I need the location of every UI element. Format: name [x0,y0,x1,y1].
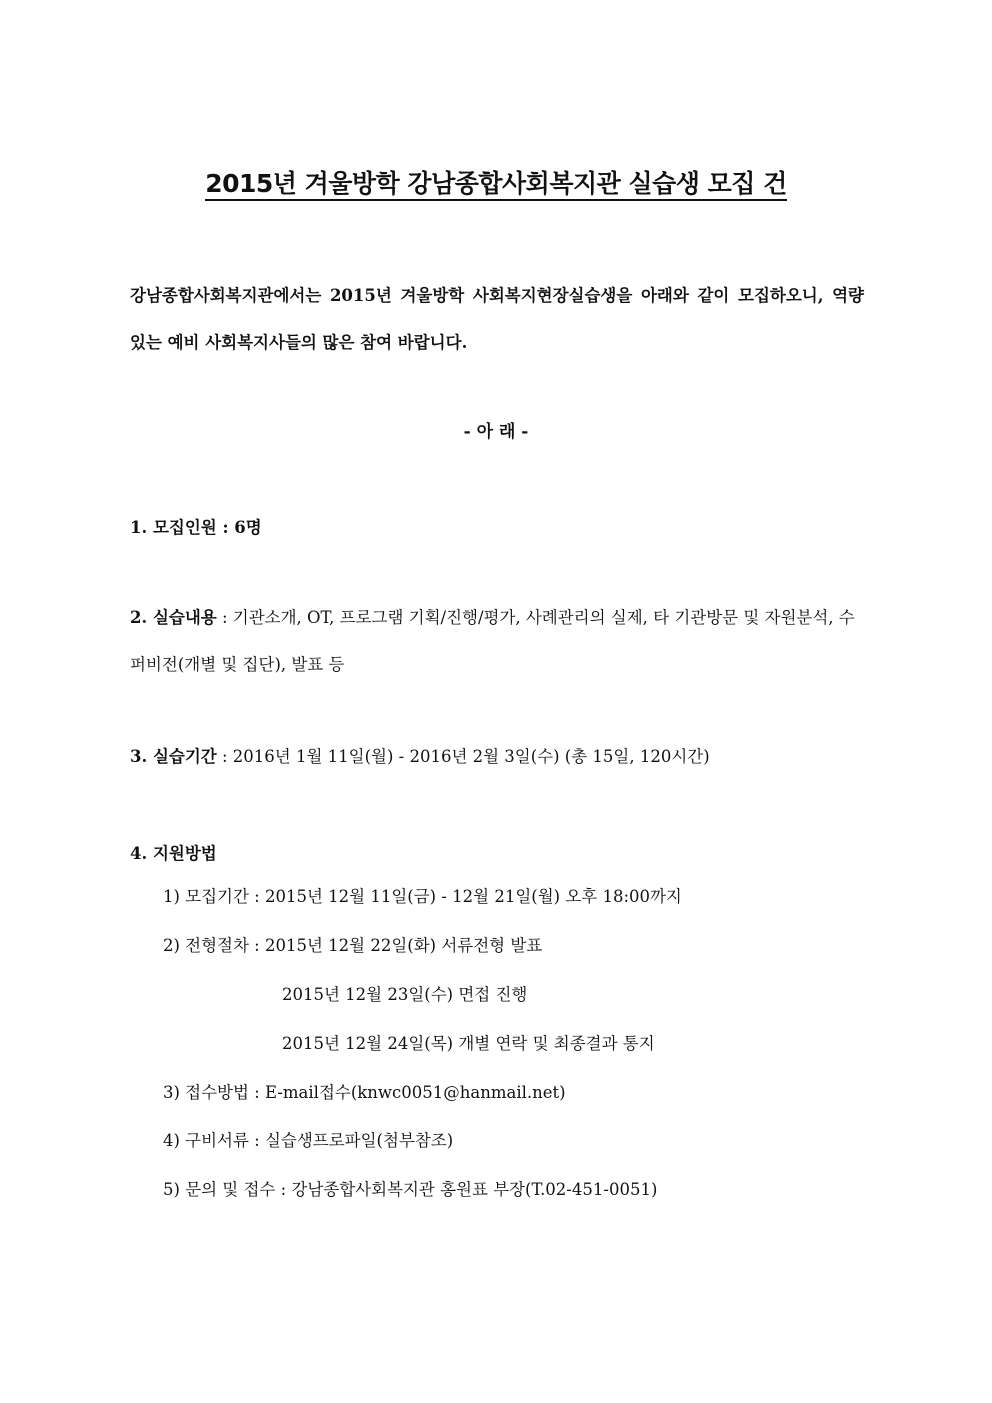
section-application-method [130,830,864,877]
section-body: : 2016년 1월 11일(월) - 2016년 2월 3일(수) (총 15일, 120시간) [216,747,710,766]
method-item-period: 1) 모집기간 : 2015년 12월 11일(금) - 12월 21일(월) 오후 18:00까지 [163,887,682,906]
method-item-procedure-line3: 2015년 12월 24일(목) 개별 연락 및 최종결과 통지 [282,1034,655,1053]
intro-paragraph: 강남종합사회복지관에서는 2015년 겨울방학 사회복지현장실습생을 아래와 같이 모집하오니, 역량 있는 예비 사회복지사들의 많은 참여 바랍니다. [130,286,864,352]
section-body: : 기관소개, OT, 프로그램 기획/진행/평가, 사례관리의 실제, 타 기관방문 및 자원분석, 수퍼비전(개별 및 집단), 발표 등 [130,608,855,674]
method-item-procedure-line2: 2015년 12월 23일(수) 면접 진행 [282,985,528,1004]
document-title-text: 2015년 겨울방학 강남종합사회복지관 실습생 모집 건 [205,169,787,201]
section-practice-period [130,733,864,780]
section-head: 1. 모집인원 : 6명 [130,518,262,537]
section-head: 4. 지원방법 [130,844,217,863]
method-item-documents: 4) 구비서류 : 실습생프로파일(첨부참조) [163,1131,454,1150]
method-item-submission: 3) 접수방법 : E-mail접수(knwc0051@hanmail.net) [163,1083,566,1102]
section-head: 2. 실습내용 [130,608,217,627]
notice-heading: - 아 래 - [463,422,529,442]
document-title [0,164,992,200]
section-practice-content [130,594,864,688]
method-item-procedure: 2) 전형절차 : 2015년 12월 22일(화) 서류전형 발표 [163,936,543,955]
method-item-contact: 5) 문의 및 접수 : 강남종합사회복지관 홍원표 부장(T.02-451-0051) [163,1180,658,1199]
section-recruit-count [130,504,864,551]
section-head: 3. 실습기간 [130,747,217,766]
